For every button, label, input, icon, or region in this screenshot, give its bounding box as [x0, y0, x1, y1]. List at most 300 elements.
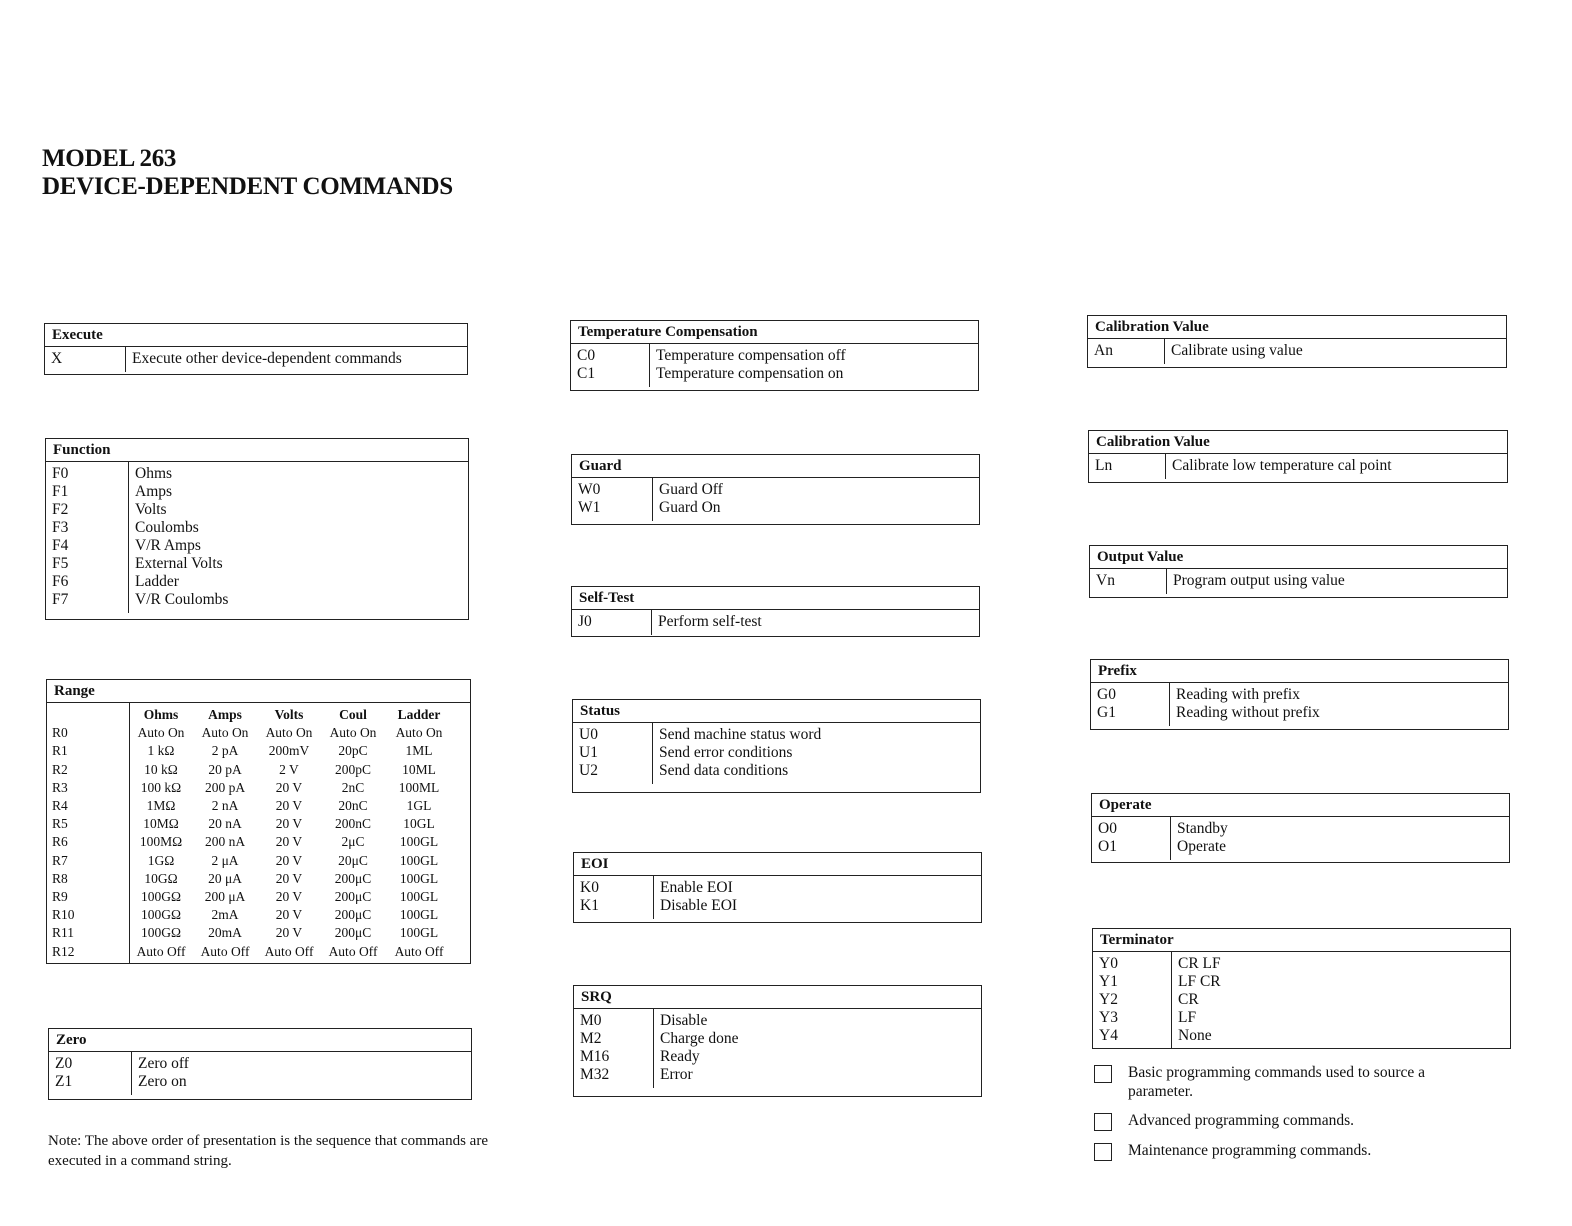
legend-item-basic	[1094, 1063, 1534, 1101]
command-list	[49, 1052, 471, 1095]
column-divider	[125, 347, 126, 372]
command-code: W0	[578, 481, 601, 498]
command-code: K0	[580, 879, 599, 896]
command-code: Y3	[1099, 1009, 1118, 1026]
command-code: F0	[52, 465, 69, 482]
calibration-value-body	[1088, 339, 1506, 364]
range-cell: Auto On	[137, 725, 185, 741]
command-row	[574, 1030, 981, 1048]
terminator-header: Terminator	[1093, 929, 1510, 952]
command-list	[1091, 683, 1508, 726]
command-description: Send machine status word	[659, 726, 822, 743]
range-cell: 20 nA	[208, 816, 242, 832]
command-row	[572, 481, 979, 499]
command-row	[1092, 820, 1509, 838]
command-list	[571, 344, 978, 387]
command-code: F2	[52, 501, 69, 518]
selftest-body	[572, 610, 979, 635]
command-row	[1093, 1027, 1510, 1045]
command-code: F5	[52, 555, 69, 572]
command-code: F4	[52, 537, 69, 554]
command-list	[572, 478, 979, 521]
eoi-header: EOI	[574, 853, 981, 876]
range-cell: Auto On	[329, 725, 377, 741]
range-cell: Auto Off	[328, 943, 378, 959]
command-list	[46, 462, 468, 613]
range-code: R1	[52, 743, 68, 759]
eoi-body	[574, 876, 981, 919]
range-cell: 20 μA	[208, 870, 242, 886]
command-description: LF	[1178, 1009, 1197, 1026]
range-corner	[47, 706, 129, 724]
range-cell: Auto Off	[200, 943, 250, 959]
command-description: Disable EOI	[660, 897, 738, 914]
command-description: Execute other device-dependent commands	[132, 350, 402, 367]
range-divider	[129, 703, 130, 963]
command-row	[1091, 704, 1508, 722]
command-row	[1090, 572, 1507, 590]
command-code: U1	[579, 744, 598, 761]
range-cell: 20 V	[275, 798, 303, 814]
column-divider	[653, 876, 654, 919]
range-cell: 200pC	[334, 761, 371, 777]
command-list	[1090, 569, 1507, 594]
range-cell: 20 V	[275, 834, 303, 850]
range-box	[46, 679, 471, 964]
range-cell: Auto On	[201, 725, 249, 741]
range-col-coul: Coul	[339, 707, 367, 722]
command-description: Amps	[135, 483, 173, 500]
command-code: F7	[52, 591, 69, 608]
range-code: R6	[52, 834, 68, 850]
command-code: C0	[577, 347, 596, 364]
command-code: W1	[578, 499, 601, 516]
command-list	[45, 347, 467, 372]
legend	[1094, 1063, 1534, 1171]
range-code: R3	[52, 779, 68, 795]
range-cell: 100GΩ	[140, 925, 182, 941]
column-divider	[652, 478, 653, 521]
command-list	[1092, 817, 1509, 860]
command-description: Disable	[660, 1012, 708, 1029]
range-row	[47, 943, 470, 961]
calibration-value-header: Calibration Value	[1088, 316, 1506, 339]
range-cell: 20 pA	[208, 761, 242, 777]
command-row	[46, 537, 468, 555]
range-cell: 20nC	[338, 798, 368, 814]
command-list	[1088, 339, 1506, 364]
range-cell: 100 kΩ	[140, 779, 182, 795]
range-cell: 20mA	[208, 925, 242, 941]
range-col-ladder: Ladder	[397, 707, 441, 722]
column-divider	[652, 723, 653, 784]
range-cell: 100GL	[399, 907, 439, 923]
operate-box	[1091, 793, 1510, 863]
range-cell: 200μC	[334, 907, 372, 923]
command-description: Zero on	[138, 1073, 187, 1090]
range-cell: Auto Off	[264, 943, 314, 959]
command-code: F3	[52, 519, 69, 536]
range-cell: 200mV	[268, 743, 310, 759]
page-title	[42, 145, 453, 201]
range-cell: 2 V	[279, 761, 299, 777]
selftest-header: Self-Test	[572, 587, 979, 610]
function-header: Function	[46, 439, 468, 462]
range-code: R2	[52, 761, 68, 777]
status-body	[573, 723, 980, 784]
command-code: M32	[580, 1066, 610, 1083]
range-cell: 1ML	[405, 743, 433, 759]
command-row	[46, 465, 468, 483]
range-cell: 2μC	[341, 834, 365, 850]
legend-checkbox-maintenance[interactable]	[1094, 1143, 1112, 1161]
command-code: M0	[580, 1012, 602, 1029]
command-description: Coulombs	[135, 519, 199, 536]
column-divider	[651, 610, 652, 635]
command-list	[574, 1009, 981, 1088]
command-description: Temperature compensation on	[656, 365, 844, 382]
command-description: Ready	[660, 1048, 700, 1065]
command-row	[574, 1048, 981, 1066]
command-description: Program output using value	[1173, 572, 1345, 589]
column-divider	[131, 1052, 132, 1095]
eoi-box	[573, 852, 982, 923]
calibration-value-box	[1087, 315, 1507, 368]
column-divider	[1166, 569, 1167, 594]
range-cell: 2nC	[341, 779, 365, 795]
output-value-header: Output Value	[1090, 546, 1507, 569]
command-code: F1	[52, 483, 69, 500]
command-description: Send data conditions	[659, 762, 789, 779]
range-code: R9	[52, 889, 68, 905]
output-value-box	[1089, 545, 1508, 598]
range-rows	[47, 724, 470, 961]
command-row	[49, 1055, 471, 1073]
range-cell: Auto On	[265, 725, 313, 741]
command-code: U2	[579, 762, 598, 779]
command-code: M2	[580, 1030, 602, 1047]
range-cell: 10ML	[402, 761, 436, 777]
range-code: R8	[52, 870, 68, 886]
prefix-box	[1090, 659, 1509, 730]
range-col-volts: Volts	[274, 707, 304, 722]
command-description: LF CR	[1178, 973, 1221, 990]
range-code: R0	[52, 725, 68, 741]
range-code: R12	[52, 943, 75, 959]
command-code: Ln	[1095, 457, 1113, 474]
range-cell: 100MΩ	[139, 834, 183, 850]
range-cell: 20 V	[275, 852, 303, 868]
command-row	[46, 591, 468, 609]
command-code: J0	[578, 613, 592, 630]
column-divider	[649, 344, 650, 387]
command-list	[1093, 952, 1510, 1049]
function-box	[45, 438, 469, 620]
range-cell: 20 V	[275, 925, 303, 941]
command-description: V/R Coulombs	[135, 591, 229, 608]
output-value-body	[1090, 569, 1507, 594]
srq-box	[573, 985, 982, 1097]
range-cell: 1 kΩ	[147, 743, 175, 759]
range-cell: 1MΩ	[146, 798, 176, 814]
command-description: Guard Off	[659, 481, 723, 498]
command-row	[572, 613, 979, 631]
command-list	[574, 876, 981, 919]
range-code: R10	[52, 907, 75, 923]
range-cell: 200 nA	[204, 834, 246, 850]
range-cell: 100GL	[399, 870, 439, 886]
range-cell: 200μC	[334, 889, 372, 905]
srq-body	[574, 1009, 981, 1088]
range-cell: Auto Off	[394, 943, 444, 959]
range-cell: 100GL	[399, 925, 439, 941]
command-description: Reading with prefix	[1176, 686, 1300, 703]
range-cell: 200μC	[334, 925, 372, 941]
footnote: Note: The above order of presentation is the sequence that commands are executed in a command string.	[48, 1133, 488, 1169]
command-description: Error	[660, 1066, 693, 1083]
range-cell: 10MΩ	[143, 816, 179, 832]
execute-body	[45, 347, 467, 372]
command-description: None	[1178, 1027, 1212, 1044]
command-code: Y0	[1099, 955, 1118, 972]
operate-header: Operate	[1092, 794, 1509, 817]
guard-header: Guard	[572, 455, 979, 478]
command-row	[1088, 342, 1506, 360]
column-divider	[1164, 339, 1165, 364]
command-code: G1	[1097, 704, 1116, 721]
temperature-body	[571, 344, 978, 387]
command-description: Volts	[135, 501, 167, 518]
command-code: Y2	[1099, 991, 1118, 1008]
range-cell: 1GΩ	[147, 852, 175, 868]
legend-checkbox-basic[interactable]	[1094, 1065, 1112, 1083]
range-cell: 100GL	[399, 889, 439, 905]
range-cell: 20 V	[275, 870, 303, 886]
title-line-1: MODEL 263	[42, 145, 177, 172]
calibration-low-header: Calibration Value	[1089, 431, 1507, 454]
range-cell: 2 nA	[211, 798, 239, 814]
command-code: K1	[580, 897, 599, 914]
command-description: Zero off	[138, 1055, 189, 1072]
range-row	[47, 888, 470, 906]
range-row	[47, 852, 470, 870]
calibration-low-box	[1088, 430, 1508, 483]
command-list	[1089, 454, 1507, 479]
command-code: O1	[1098, 838, 1117, 855]
command-description: Ohms	[135, 465, 173, 482]
range-cell: 10GΩ	[144, 870, 178, 886]
range-row	[47, 724, 470, 742]
command-description: V/R Amps	[135, 537, 201, 554]
srq-header: SRQ	[574, 986, 981, 1009]
zero-header: Zero	[49, 1029, 471, 1052]
column-divider	[1169, 683, 1170, 726]
command-list	[573, 723, 980, 784]
command-description: Perform self-test	[658, 613, 762, 630]
prefix-header: Prefix	[1091, 660, 1508, 683]
command-code: An	[1094, 342, 1113, 359]
range-code: R5	[52, 816, 68, 832]
command-row	[1093, 991, 1510, 1009]
range-cell: 20pC	[338, 743, 368, 759]
command-code: M16	[580, 1048, 610, 1065]
command-description: Standby	[1177, 820, 1228, 837]
command-row	[1092, 838, 1509, 856]
terminator-body	[1093, 952, 1510, 1049]
legend-item-advanced	[1094, 1111, 1534, 1131]
command-row	[1093, 1009, 1510, 1027]
title-line-2: DEVICE-DEPENDENT COMMANDS	[42, 173, 453, 200]
range-row	[47, 779, 470, 797]
command-code: X	[51, 350, 63, 367]
legend-item-maintenance	[1094, 1141, 1534, 1161]
command-description: Calibrate using value	[1171, 342, 1303, 359]
command-description: Temperature compensation off	[656, 347, 846, 364]
command-row	[1091, 686, 1508, 704]
command-row	[573, 726, 980, 744]
command-row	[46, 519, 468, 537]
range-col-ohms: Ohms	[143, 707, 179, 722]
range-cell: 200 μA	[204, 889, 246, 905]
terminator-box	[1092, 928, 1511, 1049]
command-code: Vn	[1096, 572, 1115, 589]
range-cell: 100GL	[399, 834, 439, 850]
command-row	[573, 744, 980, 762]
range-col-amps: Amps	[208, 707, 242, 722]
range-row	[47, 924, 470, 942]
command-row	[572, 499, 979, 517]
command-row	[46, 501, 468, 519]
command-description: CR	[1178, 991, 1199, 1008]
range-cell: 10 kΩ	[144, 761, 178, 777]
range-cell: 20μC	[338, 852, 368, 868]
prefix-body	[1091, 683, 1508, 726]
command-description: Charge done	[660, 1030, 739, 1047]
zero-box	[48, 1028, 472, 1100]
range-cell: 20 V	[275, 816, 303, 832]
column-divider	[653, 1009, 654, 1088]
operate-body	[1092, 817, 1509, 860]
zero-body	[49, 1052, 471, 1095]
range-row	[47, 870, 470, 888]
legend-checkbox-advanced[interactable]	[1094, 1113, 1112, 1131]
command-description: Calibrate low temperature cal point	[1172, 457, 1392, 474]
range-code: R7	[52, 852, 68, 868]
command-list	[572, 610, 979, 635]
execute-box	[44, 323, 468, 375]
command-row	[574, 1012, 981, 1030]
command-code: Y4	[1099, 1027, 1118, 1044]
command-description: Reading without prefix	[1176, 704, 1320, 721]
range-cell: 1GL	[406, 798, 432, 814]
command-description: Send error conditions	[659, 744, 793, 761]
command-row	[571, 365, 978, 383]
range-cell: 10GL	[403, 816, 435, 832]
range-row	[47, 906, 470, 924]
command-code: C1	[577, 365, 596, 382]
execute-header: Execute	[45, 324, 467, 347]
calibration-low-body	[1089, 454, 1507, 479]
status-header: Status	[573, 700, 980, 723]
guard-box	[571, 454, 980, 525]
command-row	[573, 762, 980, 780]
command-row	[1093, 955, 1510, 973]
command-row	[1093, 973, 1510, 991]
range-cell: 200nC	[334, 816, 371, 832]
range-cell: 2 μA	[211, 852, 239, 868]
range-code: R4	[52, 798, 68, 814]
range-table	[47, 703, 470, 963]
range-cell: 100ML	[398, 779, 440, 795]
command-code: F6	[52, 573, 69, 590]
command-code: Z1	[55, 1073, 73, 1090]
command-code: O0	[1098, 820, 1117, 837]
command-row	[46, 483, 468, 501]
command-description: CR LF	[1178, 955, 1221, 972]
range-row	[47, 761, 470, 779]
command-code: U0	[579, 726, 598, 743]
command-row	[46, 555, 468, 573]
column-divider	[128, 462, 129, 613]
range-cell: 100GΩ	[140, 889, 182, 905]
range-cell: Auto Off	[136, 943, 186, 959]
temperature-compensation-box	[570, 320, 979, 391]
range-cell: Auto On	[395, 725, 443, 741]
command-code: G0	[1097, 686, 1116, 703]
command-row	[574, 879, 981, 897]
range-cell: 20 V	[275, 779, 303, 795]
column-divider	[1170, 817, 1171, 860]
guard-body	[572, 478, 979, 521]
command-description: Operate	[1177, 838, 1227, 855]
command-row	[574, 1066, 981, 1084]
legend-text-advanced: Advanced programming commands.	[1128, 1112, 1354, 1129]
command-description: Ladder	[135, 573, 179, 590]
range-column-headers	[47, 706, 470, 724]
range-cell: 100GL	[399, 852, 439, 868]
range-cell: 20 V	[275, 889, 303, 905]
range-code: R11	[52, 925, 75, 941]
temperature-header: Temperature Compensation	[571, 321, 978, 344]
command-description: Guard On	[659, 499, 721, 516]
legend-text-maintenance: Maintenance programming commands.	[1128, 1142, 1372, 1159]
range-cell: 200μC	[334, 870, 372, 886]
range-row	[47, 815, 470, 833]
command-description: Enable EOI	[660, 879, 733, 896]
command-code: Z0	[55, 1055, 73, 1072]
command-description: External Volts	[135, 555, 223, 572]
range-cell: 2mA	[211, 907, 239, 923]
self-test-box	[571, 586, 980, 637]
command-row	[45, 350, 467, 368]
column-divider	[1171, 952, 1172, 1049]
range-cell: 20 V	[275, 907, 303, 923]
command-row	[1089, 457, 1507, 475]
column-divider	[1165, 454, 1166, 479]
legend-text-basic: Basic programming commands used to source a parameter.	[1128, 1064, 1426, 1100]
range-row	[47, 833, 470, 851]
command-row	[49, 1073, 471, 1091]
range-cell: 2 pA	[211, 743, 239, 759]
command-row	[574, 897, 981, 915]
range-header: Range	[47, 680, 470, 703]
command-row	[571, 347, 978, 365]
range-row	[47, 742, 470, 760]
status-box	[572, 699, 981, 793]
command-code: Y1	[1099, 973, 1118, 990]
range-row	[47, 797, 470, 815]
function-body	[46, 462, 468, 613]
